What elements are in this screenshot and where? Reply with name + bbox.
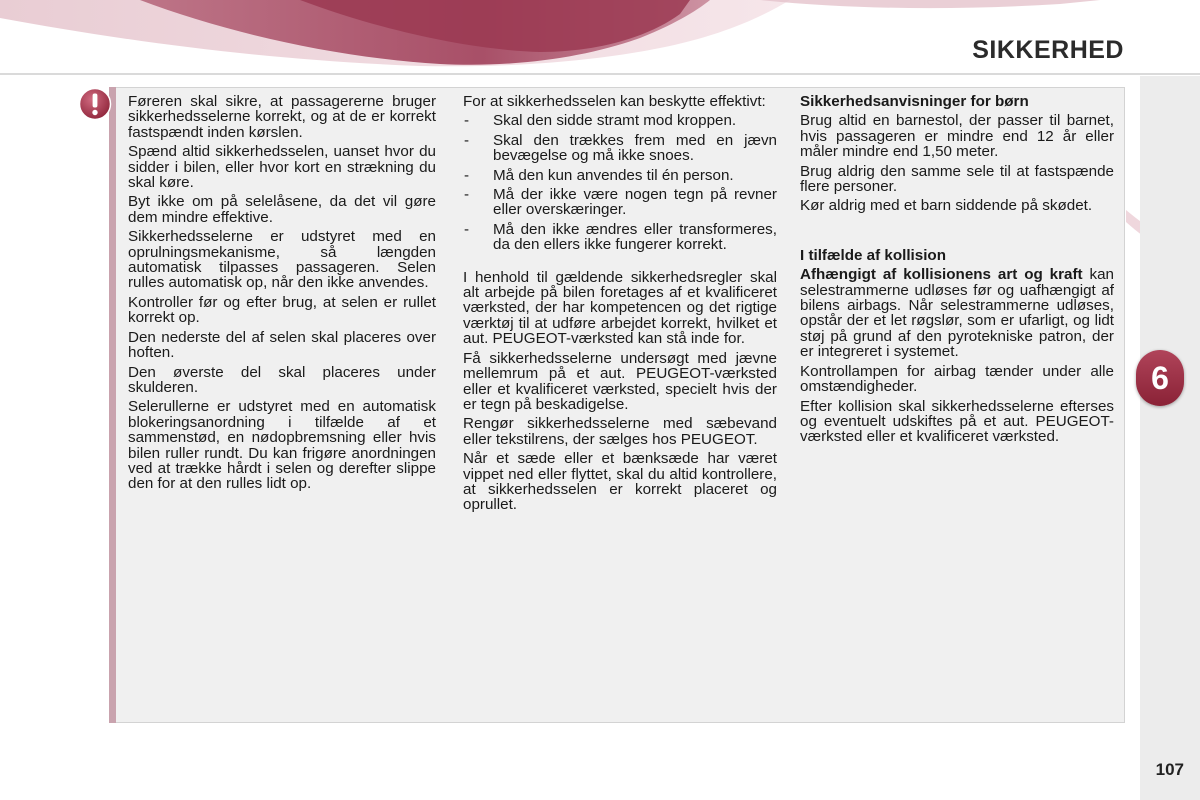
intro-paragraph: For at sikkerhedsselen kan beskytte effektivt: <box>463 93 766 110</box>
paragraph: Føreren skal sikre, at passagererne bruger sikkerhedsselerne korrekt, og at de er korrekt fastspændt inden kørslen. <box>128 93 436 141</box>
paragraph: Når et sæde eller et bænksæde har været vippet ned eller flyttet, skal du altid kontrollere, at sikkerhedsselen er korrekt placeret og oprullet. <box>463 450 777 514</box>
column-belt-protection <box>463 94 777 517</box>
paragraph: Byt ikke om på selelåsene, da det vil gøre dem mindre effektive. <box>128 193 436 226</box>
column-warnings <box>128 94 436 496</box>
paragraph: Kontrollampen for airbag tænder under alle omstændigheder. <box>800 362 1114 396</box>
paragraph: Kør aldrig med et barn siddende på skødet. <box>800 197 1093 215</box>
list-item: - Skal den sidde stramt mod kroppen. <box>463 113 777 128</box>
paragraph: Efter kollision skal sikkerhedsselerne efterses og eventuelt udskiftes på et aut. PEUGEOT-værksted eller et kvalificeret værksted. <box>800 397 1114 446</box>
collision-heading: I tilfælde af kollision <box>800 246 946 264</box>
paragraph: Den øverste del skal placeres under skulderen. <box>128 363 436 396</box>
paragraph: Brug altid en barnestol, der passer til barnet, hvis passageren er mindre end 12 år eller måler mindre end 1,50 meter. <box>800 112 1114 161</box>
page-number: 107 <box>1155 760 1184 779</box>
section-title: SIKKERHED <box>972 36 1124 64</box>
chapter-side-strip <box>1140 76 1200 800</box>
list-item: - Må den kun anvendes til én person. <box>463 168 777 183</box>
paragraph: I henhold til gældende sikkerhedsregler skal alt arbejde på bilen foretages af et kvalificeret værksted, der har kompetencen og det rigtige værktøj til at udføre arbejdet korrekt, hvilket et aut. PEUGEOT-værksted kan stå inde for. <box>463 268 777 348</box>
exclamation-warning-icon <box>78 87 112 121</box>
paragraph: Få sikkerhedsselerne undersøgt med jævne mellemrum på et aut. PEUGEOT-værksted eller et kvalificeret værksted, specielt hvis der er tegn på beskadigelse. <box>463 349 777 413</box>
collision-bold-lead: Afhængigt af kollisionens art og kraft <box>800 266 1083 284</box>
paragraph: Kontroller før og efter brug, at selen er rullet korrekt op. <box>128 293 436 327</box>
paragraph: Brug aldrig den samme sele til at fastspænde flere personer. <box>800 162 1114 196</box>
belt-conditions-list <box>463 113 777 252</box>
paragraph: Den nederste del af selen skal placeres over hoften. <box>128 328 436 362</box>
list-item: - Må der ikke være nogen tegn på revner eller overskæringer. <box>463 187 777 218</box>
panel-accent-edge <box>109 87 116 723</box>
column-children-collision <box>800 94 1114 449</box>
collision-lead-text: kan selestrammerne udløses før og uafhængigt af bilens airbags. Når selestrammerne udløses, opstår der et let røgslør, som er ufarligt, og lidt støj på grund af den pyrotekniske patron, der er integreret i systemet. <box>800 266 1114 361</box>
paragraph: Rengør sikkerhedsselerne med sæbevand eller tekstilrens, der sælges hos PEUGEOT. <box>463 415 777 448</box>
paragraph: Spænd altid sikkerhedsselen, uanset hvor du sidder i bilen, eller hvor kort en strækning du skal køre. <box>128 143 436 192</box>
list-item: - Må den ikke ændres eller transformeres, da den ellers ikke fungerer korrekt. <box>463 222 777 253</box>
paragraph: Selerullerne er udstyret med en automatisk blokeringsanordning i tilfælde af et sammenstød, en nødopbremsning eller hvis bilen ruller rundt. Du kan frigøre anordningen ved at trække hårdt i selen og derefter slippe den for at den rulles lidt op. <box>128 398 436 493</box>
list-item: - Skal den trækkes frem med en jævn bevægelse og må ikke snoes. <box>463 133 777 164</box>
children-heading: Sikkerhedsanvisninger for børn <box>800 93 1029 110</box>
collision-lead-paragraph <box>800 267 1114 359</box>
chapter-tab[interactable]: 6 <box>1136 350 1184 406</box>
paragraph: Sikkerhedsselerne er udstyret med en oprulningsmekanisme, så længden automatisk tilpasses passageren. Selen rulles automatisk op, når den ikke anvendes. <box>128 228 436 292</box>
